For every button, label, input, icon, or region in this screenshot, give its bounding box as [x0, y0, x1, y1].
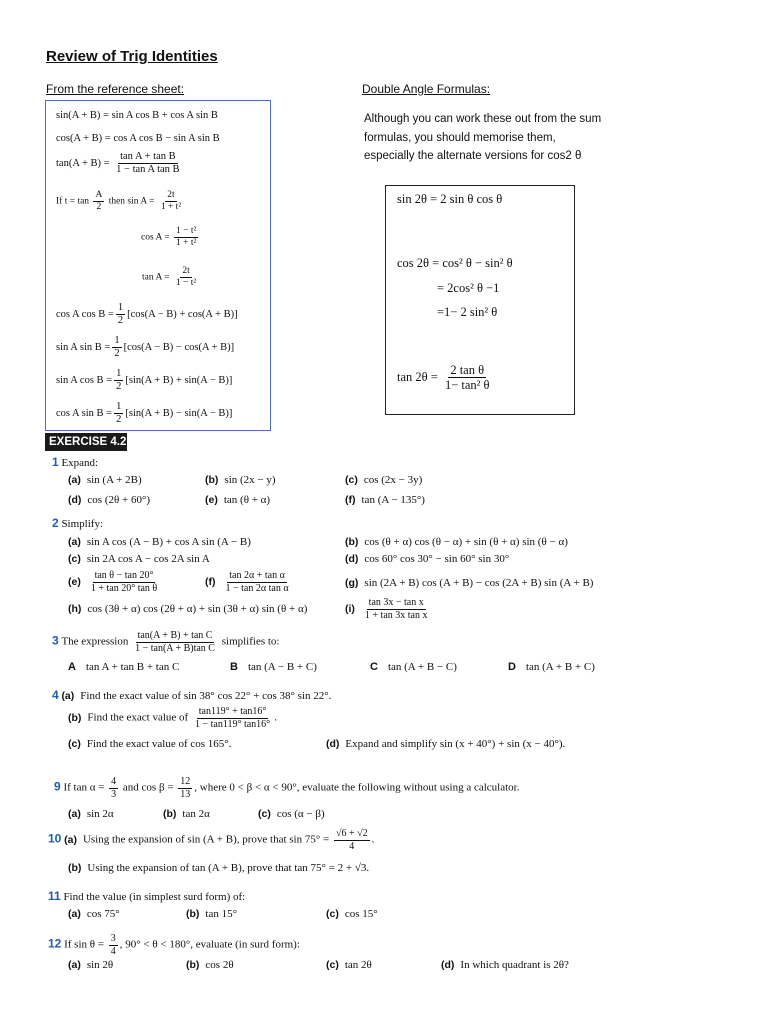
reference-heading: From the reference sheet: — [46, 82, 185, 96]
q12-b: (b) cos 2θ — [186, 959, 234, 971]
q9-a: (a) sin 2α — [68, 808, 114, 820]
q1-e: (e) tan (θ + α) — [205, 494, 271, 506]
q11-a: (a) cos 75° — [68, 908, 120, 920]
question-9: 9 If tan α = $\frac{4}{3}$ and cos β = $\frac{12}{13}$ , where 0 < β < α < 90°, evaluate the following without using a calculator. — [54, 776, 520, 800]
q2-b: (b) cos (θ + α) cos (θ − α) + sin (θ + α) sin (θ − α) — [345, 536, 568, 548]
tan-double-formula: tan 2θ = $\frac{\text{2 tan θ}}{\text{1− tan² θ}}$ — [397, 363, 490, 393]
q10-b: (b) Using the expansion of tan (A + B), prove that tan 75° = 2 + √3. — [68, 862, 370, 874]
cos-double-alt2: =1− 2 sin² θ — [437, 305, 498, 319]
sin-double-formula: sin 2θ = 2 sin θ cos θ — [397, 192, 503, 206]
q2-d: (d) cos 60° cos 30° − sin 60° sin 30° — [345, 553, 510, 565]
q4-d: (d) Expand and simplify sin (x + 40°) + sin (x − 40°). — [326, 738, 566, 750]
q12-a: (a) sin 2θ — [68, 959, 114, 971]
q4-b: (b) Find the exact value of $\frac{\tan 119^\circ + \tan 16^\circ}{1 - \tan 119^\circ \tan 16^\circ}$ . — [68, 706, 277, 730]
page-title: Review of Trig Identities — [46, 48, 218, 65]
q3-option-d: D tan (A + B + C) — [508, 661, 595, 673]
q9-c: (c) cos (α − β) — [258, 808, 325, 820]
question-3: 3 The expression $\frac{\text{tan(A + B) + tan C}}{\text{1 − tan(A + B)tan C}}$ simplifies to: — [52, 630, 280, 654]
exercise-header: EXERCISE 4.2 — [45, 433, 127, 451]
q12-d: (d) In which quadrant is 2θ? — [441, 959, 569, 971]
cos-double-formula: cos 2θ = cos² θ − sin² θ — [397, 256, 513, 270]
q10-a: 10 (a) Using the expansion of sin (A + B), prove that sin 75° = $\frac{√6 + √2}{4}$ . — [48, 828, 375, 852]
product-cos-sin: cos A sin B = $\frac{1}{2}$ [sin(A + B) − sin(A − B)] — [56, 401, 233, 426]
question-12: 12 If sin θ = $\frac{3}{4}$ , 90° < θ < 180°, evaluate (in surd form): — [48, 933, 300, 957]
q12-c: (c) tan 2θ — [326, 959, 372, 971]
t-substitution-tan: tan A = $\frac{2t}{\text{1 − t²}}$ — [142, 266, 197, 288]
q1-d: (d) cos (2θ + 60°) — [68, 494, 151, 506]
q9-b: (b) tan 2α — [163, 808, 210, 820]
question-11: 11 Find the value (in simplest surd form) of: — [48, 889, 246, 903]
sin-sum-formula: sin(A + B) = sin A cos B + cos A sin B — [56, 110, 218, 121]
q4-a: 4 (a) Find the exact value of sin 38° cos 22° + cos 38° sin 22°. — [52, 688, 332, 702]
double-angle-heading: Double Angle Formulas: — [362, 82, 491, 96]
q3-option-b: B tan (A − B + C) — [230, 661, 317, 673]
product-sin-sin: sin A sin B = $\frac{1}{2}$ [cos(A − B) − cos(A + B)] — [56, 335, 235, 360]
q2-i: (i) $\frac{\text{tan 3x − tan x}}{\text{1 + tan 3x tan x}}$ — [345, 597, 428, 621]
q2-h: (h) cos (3θ + α) cos (2θ + α) + sin (3θ + α) sin (θ + α) — [68, 603, 308, 615]
q2-a: (a) sin A cos (A − B) + cos A sin (A − B) — [68, 536, 251, 548]
question-2: 2 Simplify: — [52, 516, 103, 530]
q3-option-a: A tan A + tan B + tan C — [68, 661, 180, 673]
product-cos-cos: cos A cos B = $\frac{1}{2}$ [cos(A − B) + cos(A + B)] — [56, 302, 238, 327]
t-substitution-cos: cos A = $\frac{\text{1 − t²}}{\text{1 + t²}}$ — [141, 226, 197, 248]
product-sin-cos: sin A cos B = $\frac{1}{2}$ [sin(A + B) + sin(A − B)] — [56, 368, 233, 393]
cos-double-alt1: = 2cos² θ −1 — [437, 281, 500, 295]
q2-f: (f) $\frac{\text{tan 2α + tan α}}{\text{1 − tan 2α tan α}}$ — [205, 570, 289, 594]
q1-a: (a) sin (A + 2B) — [68, 474, 142, 486]
cos-sum-formula: cos(A + B) = cos A cos B − sin A sin B — [56, 133, 220, 144]
q1-c: (c) cos (2x − 3y) — [345, 474, 423, 486]
q1-b: (b) sin (2x − y) — [205, 474, 276, 486]
q2-e: (e) $\frac{\text{tan θ − tan 20°}}{\text{1 + tan 20° tan θ}}$ — [68, 570, 158, 594]
question-1: 1 Expand: — [52, 455, 99, 469]
tan-sum-formula: tan(A + B) = $\frac{\text{tan A + tan B}}{\text{1 − tan A tan B}}$ — [56, 151, 180, 176]
double-angle-note: Although you can work these out from the sum formulas, you should memorise them, especially the alternate versions for cos2 θ — [364, 113, 602, 162]
q4-c: (c) Find the exact value of cos 165°. — [68, 738, 232, 750]
q1-f: (f) tan (A − 135°) — [345, 494, 425, 506]
q2-c: (c) sin 2A cos A − cos 2A sin A — [68, 553, 210, 565]
q11-c: (c) cos 15° — [326, 908, 378, 920]
q11-b: (b) tan 15° — [186, 908, 238, 920]
t-substitution-sin: If t = tan $\frac{A}{2}$ then sin A = $\frac{2t}{\text{1 + t²}}$ — [56, 190, 182, 212]
q3-option-c: C tan (A + B − C) — [370, 661, 457, 673]
q2-g: (g) sin (2A + B) cos (A + B) − cos (2A + B) sin (A + B) — [345, 577, 594, 589]
